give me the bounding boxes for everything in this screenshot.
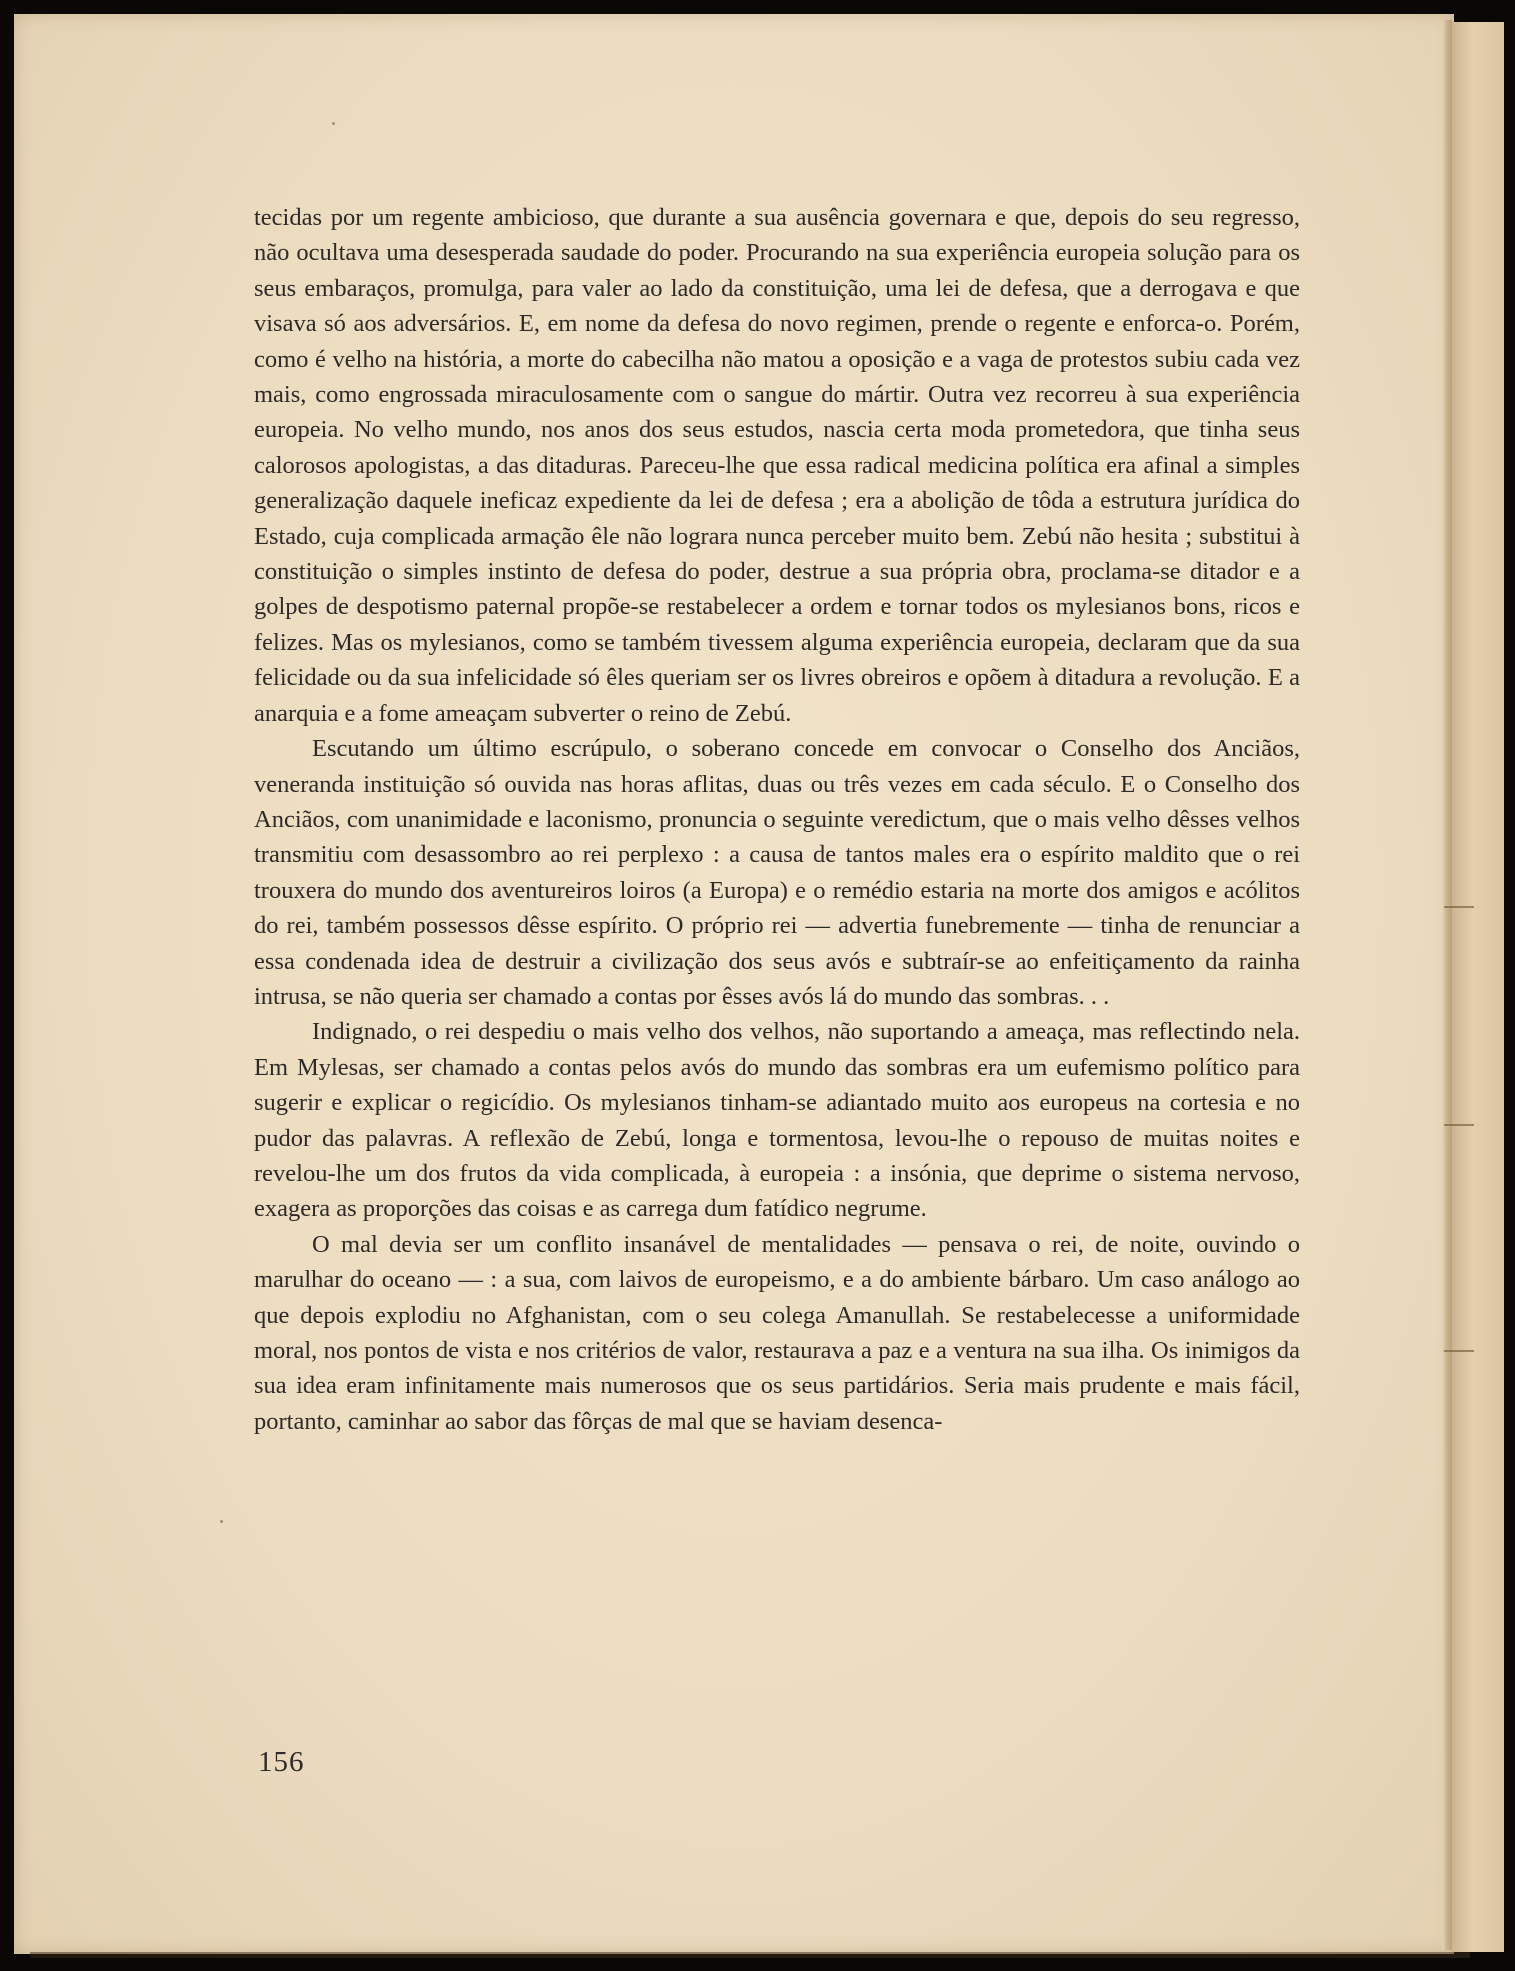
paragraph: tecidas por um regente ambicioso, que durante a sua ausência governara e que, depois do seu regresso, não ocultava uma desesperada saudade do poder. Procurando na sua experiência europeia solução para os seus embaraços, promulga, para valer ao lado da constituição, uma lei de defesa, que a derrogava e que visava só aos adversários. E, em nome da defesa do novo regimen, prende o regente e enforca-o. Porém, como é velho na história, a morte do cabecilha não matou a oposição e a vaga de protestos subiu cada vez mais, como engrossada miraculosamente com o sangue do mártir. Outra vez recorreu à sua experiência europeia. No velho mundo, nos anos dos seus estudos, nascia certa moda prometedora, que tinha seus calorosos apologistas, a das ditaduras. Pareceu-lhe que essa radical medicina política era afinal a simples generalização daquele ineficaz expediente da lei de defesa ; era a abolição de tôda a estrutura jurídica do Estado, cuja complicada armação êle não lograra nunca perceber muito bem. Zebú não hesita ; substitui à constituição o simples instinto de defesa do poder, destrue a sua própria obra, proclama-se ditador e a golpes de despotismo paternal propõe-se restabelecer a ordem e tornar todos os mylesianos bons, ricos e felizes. Mas os mylesianos, como se também tivessem alguma experiência europeia, declaram que da sua felicidade ou da sua infelicidade só êles queriam ser os livres obreiros e opõem à ditadura a revolução. E a anarquia e a fome ameaçam subverter o reino de Zebú. bbox=[254, 204, 1300, 727]
adjacent-page-edge bbox=[1452, 22, 1504, 1952]
paragraph: Indignado, o rei despediu o mais velho dos velhos, não suportando a ameaça, mas reflectindo nela. Em Mylesas, ser chamado a contas pelos avós do mundo das sombras era um eufemismo político para sugerir e explicar o regicídio. Os mylesianos tinham-se adiantado muito aos europeus na cortesia e no pudor das palavras. A reflexão de Zebú, longa e tormentosa, levou-lhe o repouso de muitas noites e revelou-lhe um dos frutos da vida complicada, à europeia : a insónia, que deprime o sistema nervoso, exagera as proporções das coisas e as carrega dum fatídico negrume. bbox=[254, 1018, 1300, 1223]
gutter-mark bbox=[1444, 1350, 1474, 1352]
binding-gutter bbox=[1442, 20, 1452, 1950]
bottom-shadow bbox=[30, 1952, 1470, 1958]
body-text bbox=[254, 200, 1300, 1439]
paper-speck bbox=[332, 122, 335, 125]
gutter-mark bbox=[1444, 1124, 1474, 1126]
paragraph: Escutando um último escrúpulo, o soberano concede em convocar o Conselho dos Anciãos, veneranda instituição só ouvida nas horas aflitas, duas ou três vezes em cada século. E o Conselho dos Anciãos, com unanimidade e laconismo, pronuncia o seguinte veredictum, que o mais velho dêsses velhos transmitiu com desassombro ao rei perplexo : a causa de tantos males era o espírito maldito que o rei trouxera do mundo dos aventureiros loiros (a Europa) e o remédio estaria na morte dos amigos e acólitos do rei, também possessos dêsse espírito. O próprio rei — advertia funebremente — tinha de renunciar a essa condenada idea de destruir a civilização dos seus avós e subtraír-se ao enfeitiçamento da rainha intrusa, se não queria ser chamado a contas por êsses avós lá do mundo das sombras. . . bbox=[254, 735, 1300, 1010]
page-number: 156 bbox=[258, 1746, 305, 1778]
paper-speck bbox=[220, 1520, 223, 1523]
paragraph: O mal devia ser um conflito insanável de mentalidades — pensava o rei, de noite, ouvindo o marulhar do oceano — : a sua, com laivos de europeismo, e a do ambiente bárbaro. Um caso análogo ao que depois explodiu no Afghanistan, com o seu colega Amanullah. Se restabelecesse a uniformidade moral, nos pontos de vista e nos critérios de valor, restaurava a paz e a ventura na sua ilha. Os inimigos da sua idea eram infinitamente mais numerosos que os seus partidários. Seria mais prudente e mais fácil, portanto, caminhar ao sabor das fôrças de mal que se haviam desenca- bbox=[254, 1230, 1300, 1435]
gutter-mark bbox=[1444, 906, 1474, 908]
